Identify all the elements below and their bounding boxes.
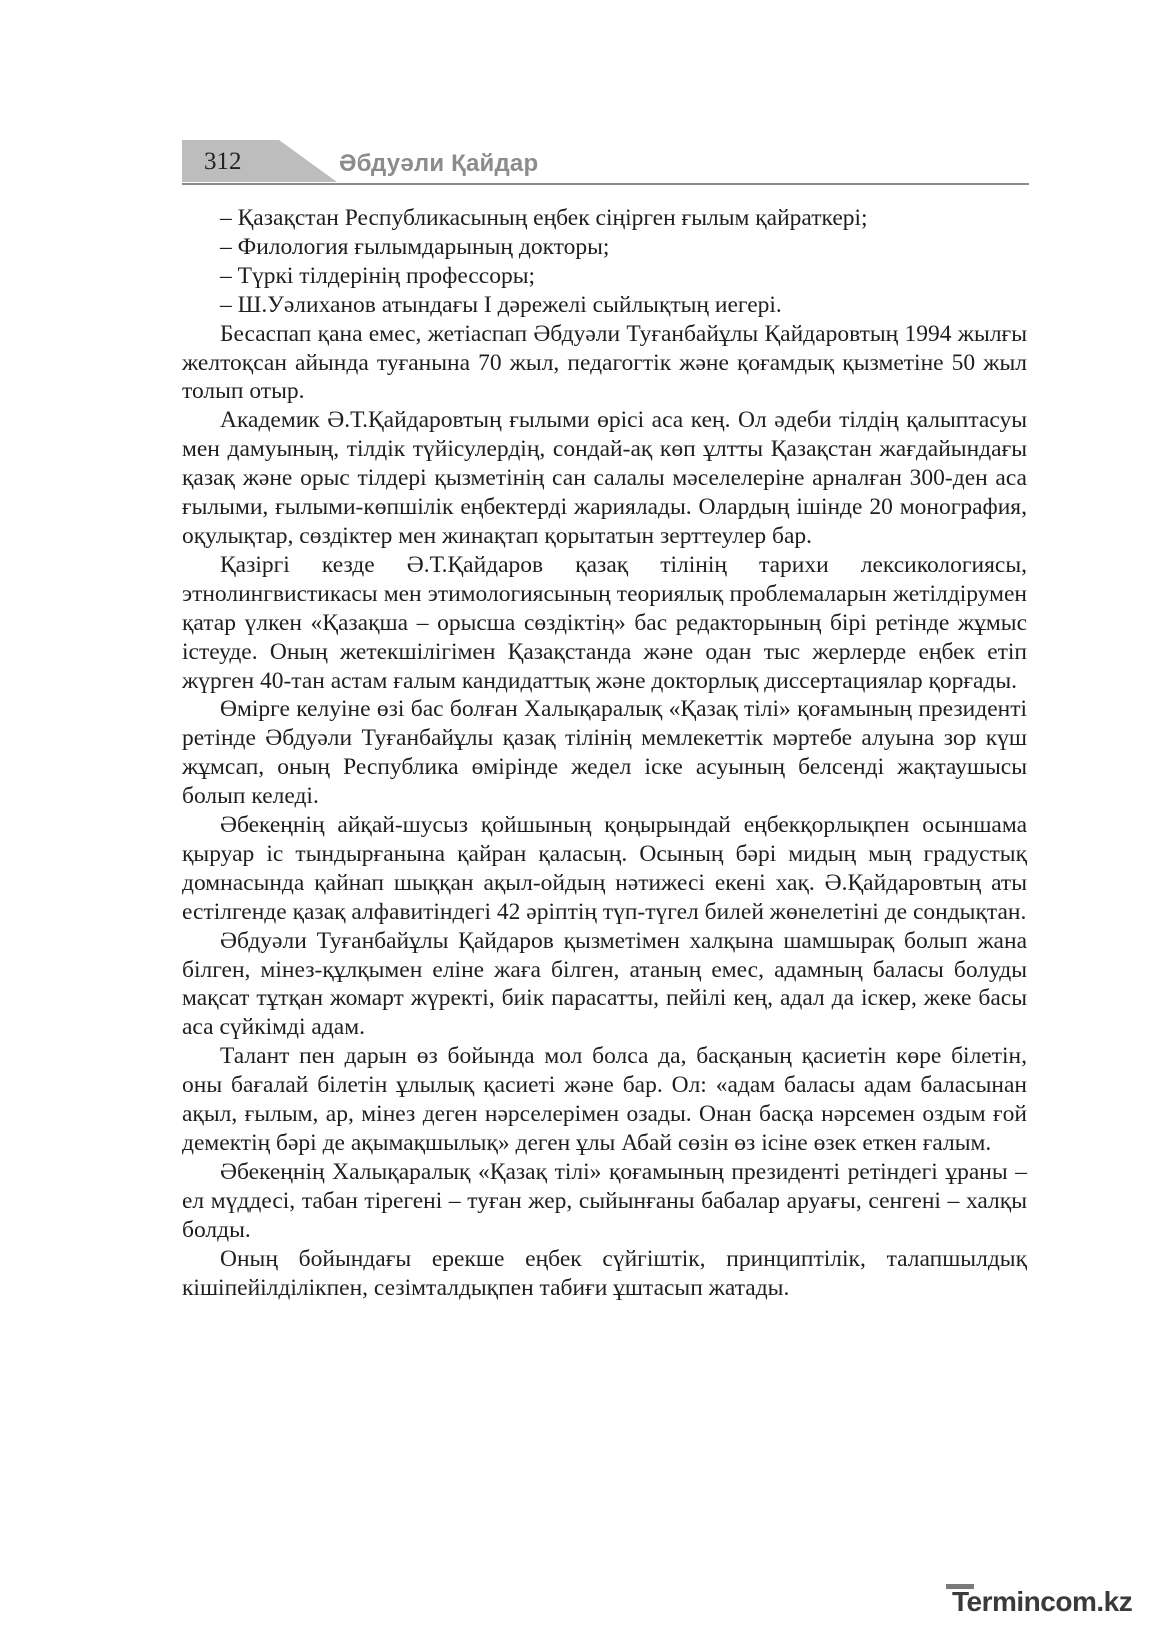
paragraph: Талант пен дарын өз бойында мол болса да, басқаның қасиетін көре білетін, оны бағалай білетін ұлылық қасиеті және бар. Ол: «адам баласы адам баласынан ақыл, ғылым, ар, мінез деген нәрселерімен озады. Онан басқа нәрсемен оздым ғой демектің бәрі де ақымақшылық» деген ұлы Абай сөзін өз ісіне өзек еткен ғалым.	[182, 1043, 1027, 1156]
watermark-logo	[946, 1582, 1146, 1626]
watermark-text: Termincom.kz	[952, 1586, 1133, 1617]
paragraph: Әбекеңнің айқай-шусыз қойшының қоңырындай еңбекқорлықпен осыншама қыруар іс тындырғанына қайран қаласың. Осының бәрі мидың мың градустық домнасында қайнап шыққан ақыл-ойдың нәтижесі екені хақ. Ә.Қайдаровтың аты естілгенде қазақ алфавитіндегі 42 әріптің түп-түгел билей жөнелетіні де сондықтан.	[182, 812, 1027, 925]
running-head: Әбдуәли Қайдар	[339, 150, 539, 177]
header-rule	[182, 183, 1029, 185]
paragraph: Өмірге келуіне өзі бас болған Халықаралық «Қазақ тілі» қоғамының президенті ретінде Әбдуәли Туғанбайұлы қазақ тілінің мемлекеттік мәртебе алуына зор күш жұмсап, оның Республика өмірінде жедел іске асуының белсенді жақтаушысы болып келеді.	[182, 696, 1027, 810]
page-number-tab-wedge	[279, 140, 337, 182]
list-item: – Ш.Уәлиханов атындағы І дәрежелі сыйлықтың иегері.	[220, 291, 782, 318]
paragraph: Академик Ә.Т.Қайдаровтың ғылыми өрісі аса кең. Ол әдеби тілдің қалыптасуы мен дамуының, тілдік түйісулердің, сондай-ақ көп ұлтты Қазақстан жағдайындағы қазақ және орыс тілдері қызметінің сан салалы мәселелеріне арналған 300-ден аса ғылыми, ғылыми-көпшілік еңбектерді жариялады. Олардың ішінде 20 монография, оқулықтар, сөздіктер мен жинақтап қорытатын зерттеулер бар.	[182, 407, 1027, 549]
list-item: – Филология ғылымдарының докторы;	[220, 233, 610, 260]
paragraph: Әбдуәли Туғанбайұлы Қайдаров қызметімен халқына шамшырақ болып жана білген, мінез-құлқымен еліне жаға білген, атаның емес, адамның баласы болуды мақсат тұтқан жомарт жүректі, биік парасатты, пейілі кең, адал да іскер, жеке басы аса сүйкімді адам.	[182, 927, 1027, 1041]
paragraph: Оның бойындағы ерекше еңбек сүйгіштік, принциптілік, талапшылдық кішіпейілділікпен, сезімталдықпен табиғи ұштасып жатады.	[182, 1245, 1027, 1301]
body-text	[182, 204, 1027, 1302]
page-header	[182, 140, 1029, 186]
list-item: – Түркі тілдерінің профессоры;	[220, 262, 536, 289]
paragraph: Бесаспап қана емес, жетіаспап Әбдуәли Туғанбайұлы Қайдаровтың 1994 жылғы желтоқсан айында туғанына 70 жыл, педагогтік және қоғамдық қызметіне 50 жыл толып отыр.	[182, 320, 1027, 405]
page-number: 312	[204, 148, 242, 175]
list-item: – Қазақстан Республикасының еңбек сіңірген ғылым қайраткері;	[220, 205, 868, 231]
paragraph: Әбекеңнің Халықаралық «Қазақ тілі» қоғамының президенті ретіндегі ұраны – ел мүддесі, табан тірегені – туған жер, сыйынғаны бабалар аруағы, сенгені – халқы болды.	[182, 1158, 1027, 1243]
paragraph: Қазіргі кезде Ә.Т.Қайдаров қазақ тілінің тарихи лексикологиясы, этнолингвистикасы мен этимологиясының теориялық проблемаларын жетілдірумен қатар үлкен «Қазақша – орысша сөздіктің» бас редакторының бірі ретінде жұмыс істеуде. Оның жетекшілігімен Қазақстанда және одан тыс жерлерде еңбек етіп жүрген 40-тан астам ғалым кандидаттық және докторлық диссертациялар қорғады.	[182, 551, 1027, 694]
